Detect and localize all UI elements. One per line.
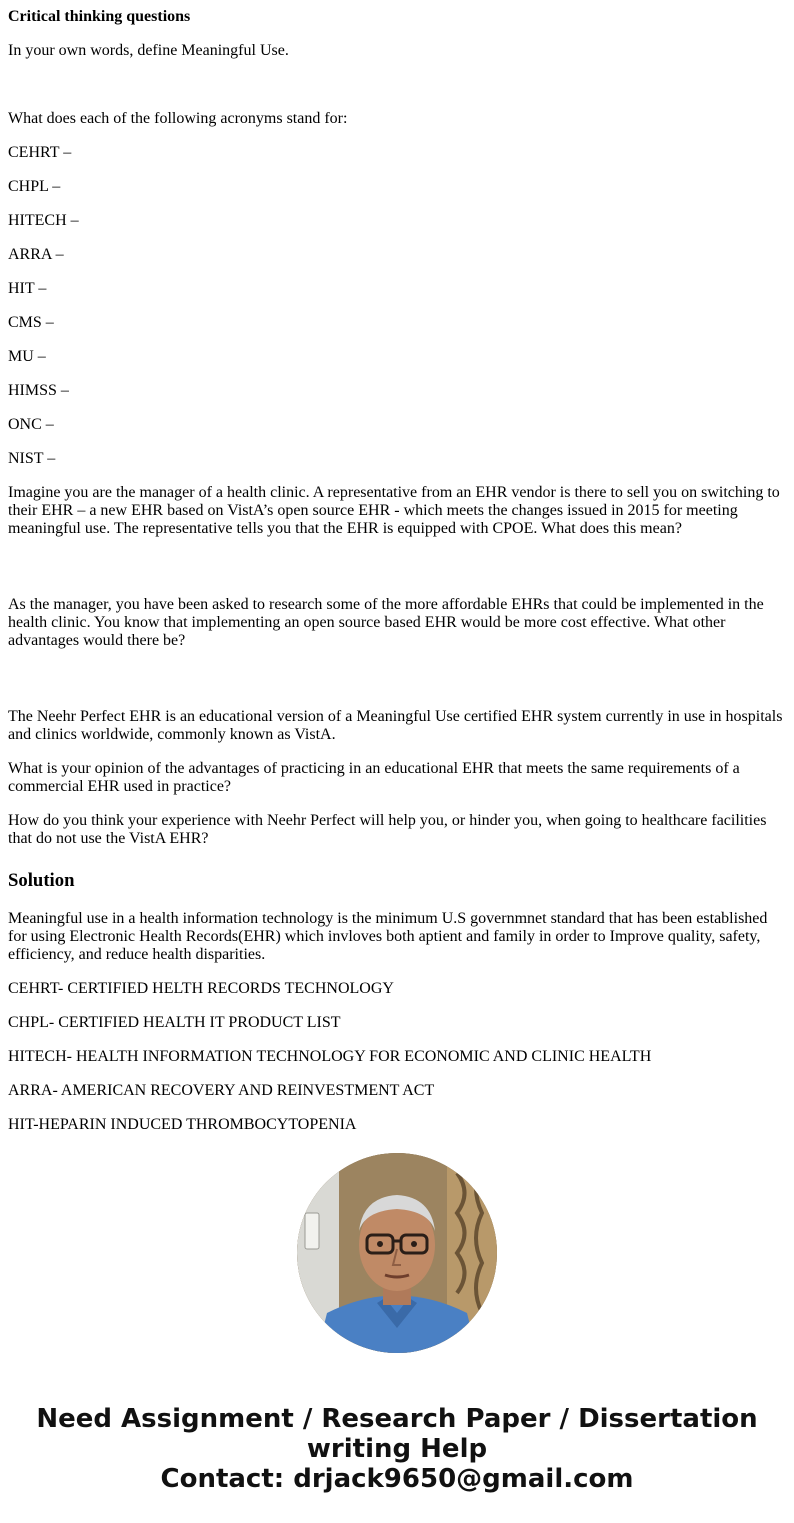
solution-definition: ARRA- AMERICAN RECOVERY AND REINVESTMENT ACT bbox=[8, 1082, 435, 1099]
question-4: As the manager, you have been asked to research some of the more affordable EHRs that could be implemented in the health clinic. You know that implementing an open source based EHR would be more cost effective. What other advantages would there be? bbox=[8, 596, 764, 649]
acronym-item: NIST – bbox=[8, 450, 56, 467]
promo-line: Need Assignment / Research Paper / Dissertation bbox=[36, 1404, 758, 1434]
question-1: In your own words, define Meaningful Use. bbox=[8, 42, 289, 59]
acronym-item: CEHRT – bbox=[8, 144, 72, 161]
solution-definition: HITECH- HEALTH INFORMATION TECHNOLOGY FOR ECONOMIC AND CLINIC HEALTH bbox=[8, 1048, 652, 1065]
solution-definition: CHPL- CERTIFIED HEALTH IT PRODUCT LIST bbox=[8, 1014, 341, 1031]
answer-space bbox=[8, 666, 786, 708]
acronym-item: HIT – bbox=[8, 280, 47, 297]
solution-answer: Meaningful use in a health information technology is the minimum U.S governmnet standard that has been established for using Electronic Health Records(EHR) which invloves both aptient and family in order to Improve quality, safety, efficiency, and reduce health disparities. bbox=[8, 910, 768, 963]
acronym-item: CMS – bbox=[8, 314, 54, 331]
promo-line: writing Help bbox=[306, 1434, 488, 1464]
acronym-item: CHPL – bbox=[8, 178, 61, 195]
question-3: Imagine you are the manager of a health clinic. A representative from an EHR vendor is there to sell you on switching to their EHR – a new EHR based on VistA’s open source EHR - which meets the changes issued in 2015 for meeting meaningful use. The representative tells you that the EHR is equipped with CPOE. What does this mean? bbox=[8, 484, 780, 537]
acronym-item: ONC – bbox=[8, 416, 54, 433]
promo-banner bbox=[0, 1404, 794, 1494]
questions-heading: Critical thinking questions bbox=[8, 8, 191, 25]
question-5a: What is your opinion of the advantages of practicing in an educational EHR that meets the same requirements of a commercial EHR used in practice? bbox=[8, 760, 740, 795]
acronym-item: HITECH – bbox=[8, 212, 79, 229]
question-2-intro: What does each of the following acronyms stand for: bbox=[8, 110, 348, 127]
document-content bbox=[8, 8, 786, 1150]
solution-definition: HIT-HEPARIN INDUCED THROMBOCYTOPENIA bbox=[8, 1116, 357, 1133]
acronym-item: ARRA – bbox=[8, 246, 64, 263]
question-5b: How do you think your experience with Neehr Perfect will help you, or hinder you, when going to healthcare facilities that do not use the VistA EHR? bbox=[8, 812, 767, 847]
solution-heading: Solution bbox=[8, 870, 75, 891]
avatar-portrait-icon bbox=[297, 1153, 497, 1353]
solution-definition: CEHRT- CERTIFIED HELTH RECORDS TECHNOLOGY bbox=[8, 980, 394, 997]
author-avatar bbox=[297, 1153, 497, 1353]
acronym-item: HIMSS – bbox=[8, 382, 69, 399]
question-5-intro: The Neehr Perfect EHR is an educational version of a Meaningful Use certified EHR system currently in use in hospitals and clinics worldwide, commonly known as VistA. bbox=[8, 708, 783, 743]
acronym-item: MU – bbox=[8, 348, 46, 365]
promo-contact: Contact: drjack9650@gmail.com bbox=[160, 1464, 634, 1494]
answer-space bbox=[8, 76, 786, 110]
answer-space bbox=[8, 554, 786, 596]
